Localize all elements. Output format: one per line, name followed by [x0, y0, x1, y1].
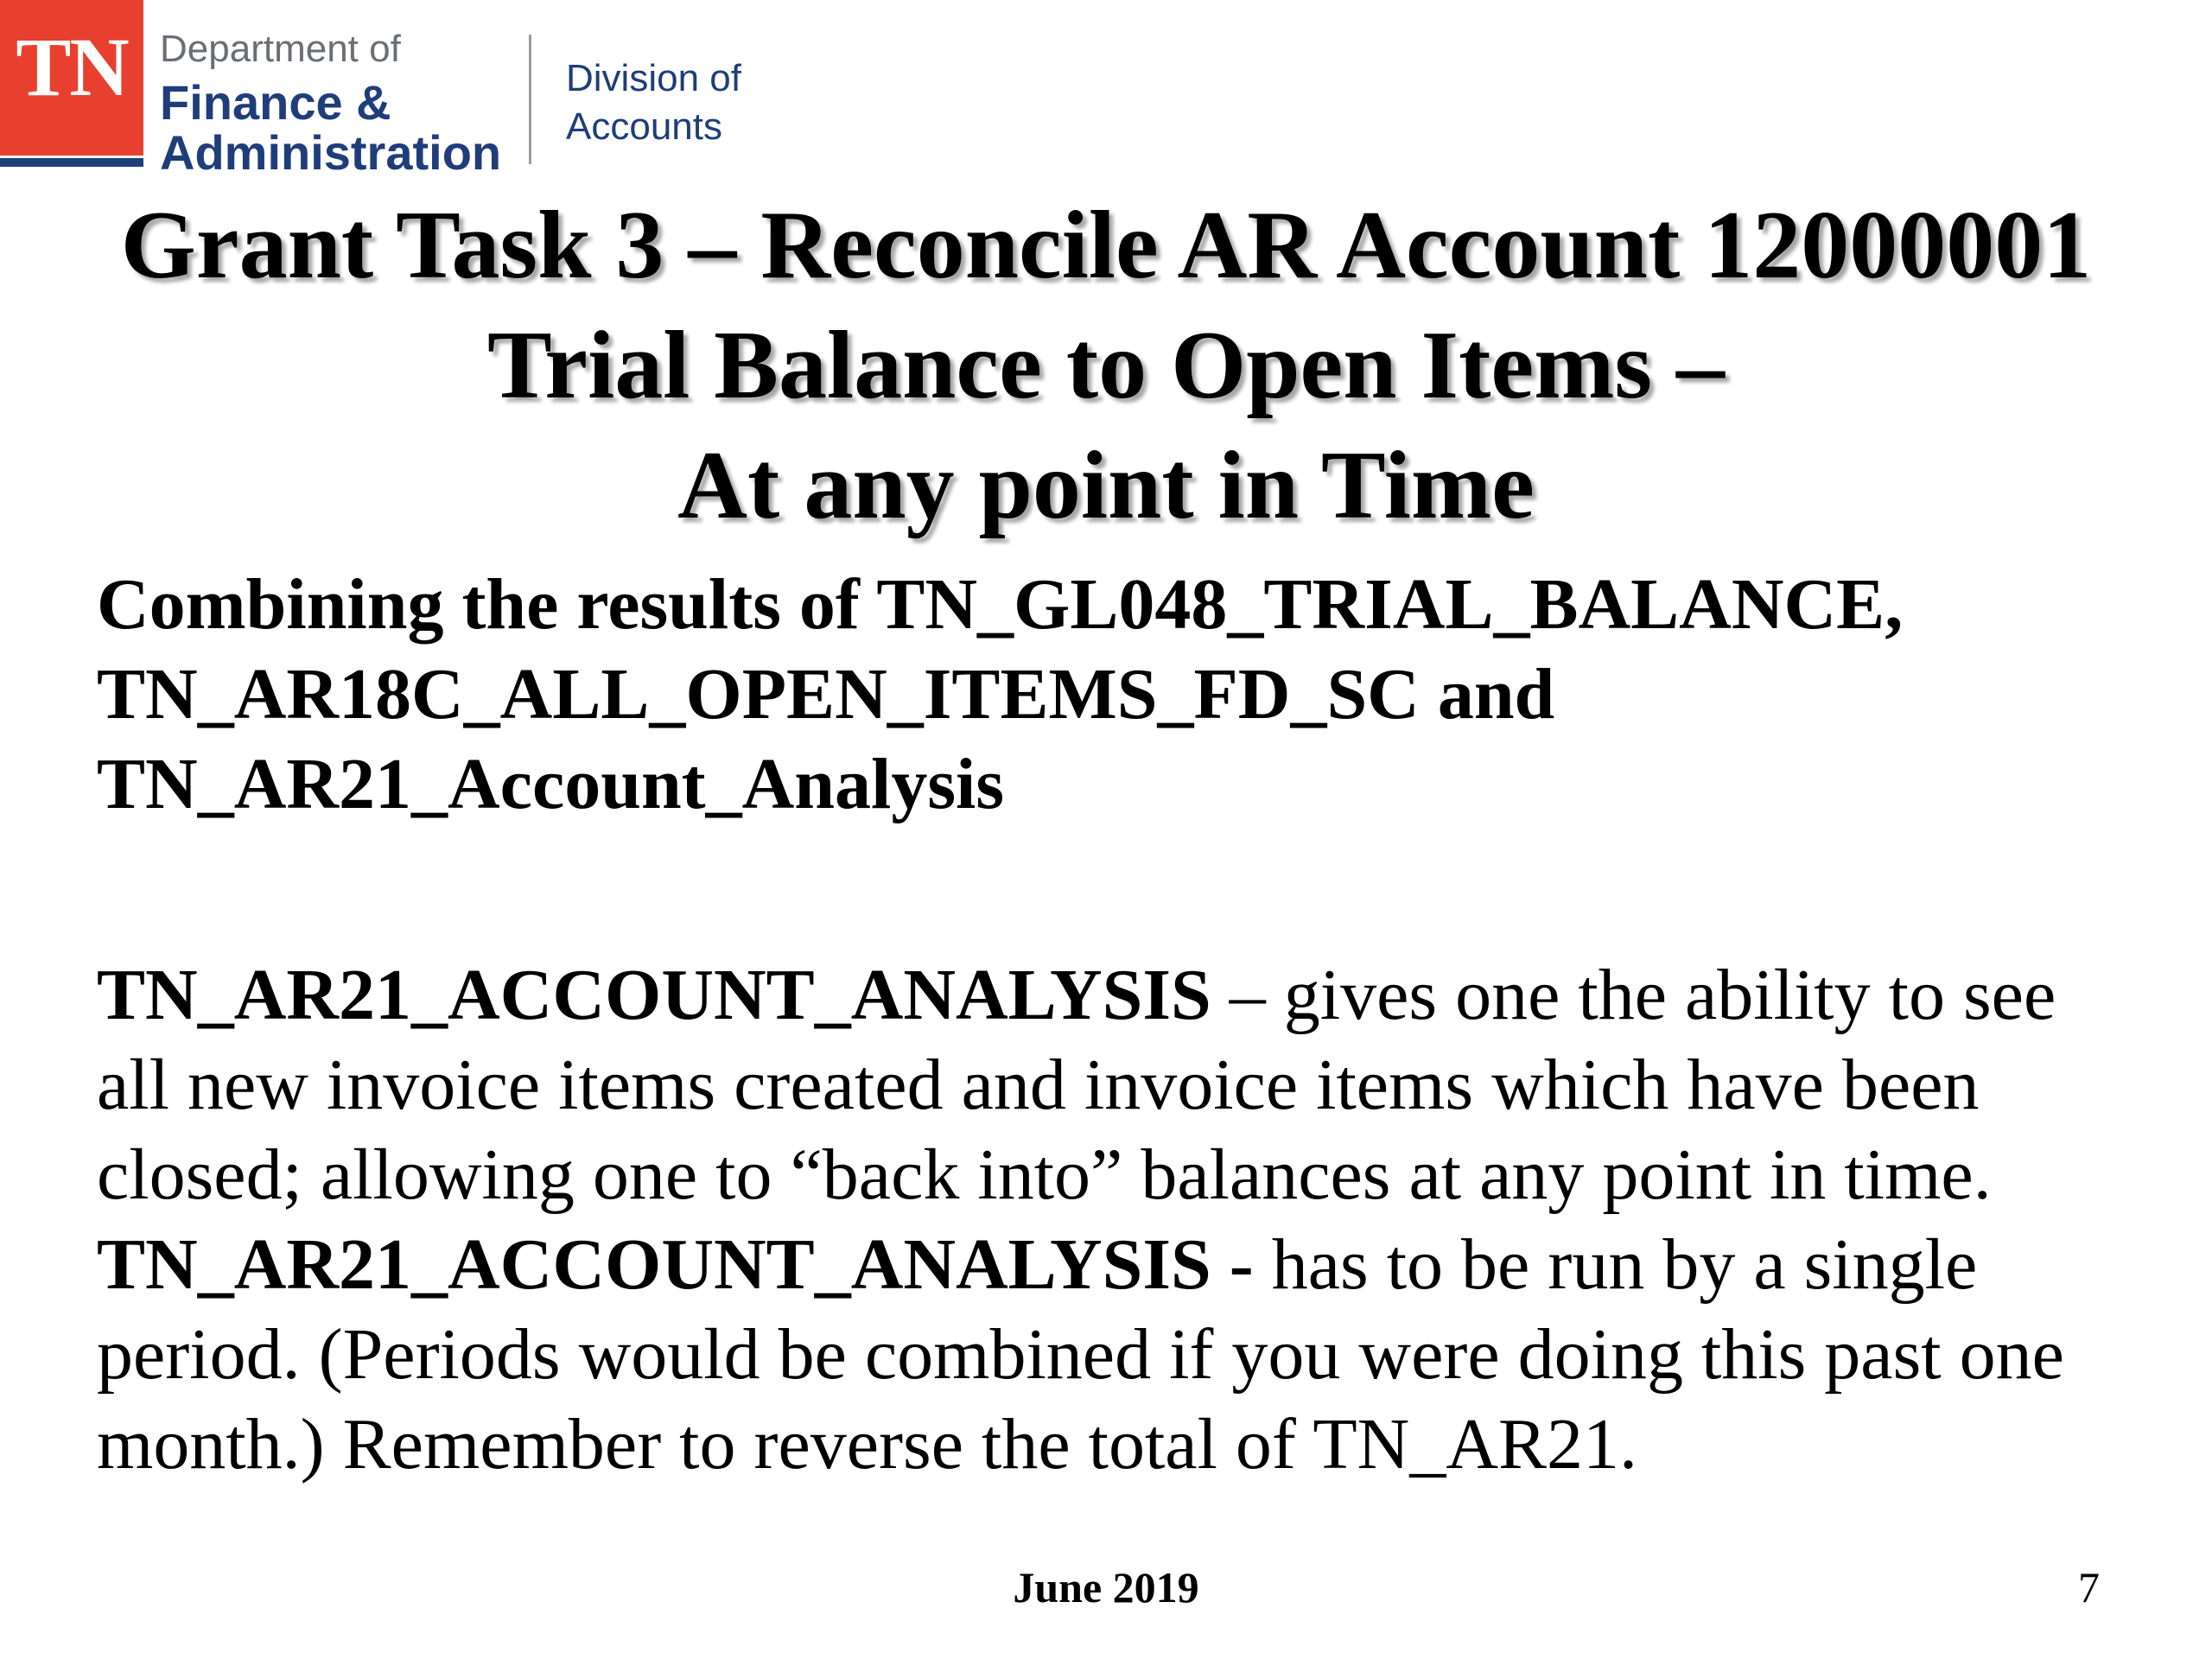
tn-finance-admin-logo	[0, 0, 778, 180]
subheading-line3: TN_AR21_Account_Analysis	[97, 744, 1005, 824]
report-name-bold: TN_AR21_ACCOUNT_ANALYSIS -	[97, 1224, 1254, 1305]
body-text: has to be run by a single	[1253, 1224, 1978, 1305]
body-paragraph1-line1	[97, 950, 2171, 1040]
division-label-line1: Division of	[566, 57, 741, 99]
body-text: – gives one the ability to see	[1211, 955, 2056, 1035]
report-name-bold: TN_AR21_ACCOUNT_ANALYSIS	[97, 955, 1211, 1035]
logo-divider	[529, 35, 531, 164]
division-label-line2: Accounts	[566, 105, 722, 148]
footer-date: June 2019	[1013, 1563, 1199, 1611]
body-paragraph2-line2: period. (Periods would be combined if you were doing this past one	[97, 1314, 2064, 1395]
slide-title	[52, 186, 2160, 546]
department-name-line1: Finance &	[160, 75, 391, 130]
report-combination-heading	[97, 560, 2153, 830]
department-label: Department of	[160, 28, 401, 70]
body-paragraph2-line3: month.) Remember to reverse the total of TN_AR21.	[97, 1404, 1638, 1484]
slide-title-line1: Grant Task 3 – Reconcile AR Account 12000001	[120, 192, 2092, 299]
slide-title-line2: Trial Balance to Open Items –	[486, 312, 1726, 419]
tn-logo-text: TN	[16, 21, 128, 113]
body-paragraph2-line1	[97, 1220, 2171, 1310]
subheading-line1: Combining the results of TN_GL048_TRIAL_BALANCE,	[97, 564, 1904, 645]
slide-title-line3: At any point in Time	[677, 432, 1535, 539]
body-paragraph1-line2: all new invoice items created and invoice items which have been	[97, 1045, 1980, 1125]
subheading-line2: TN_AR18C_ALL_OPEN_ITEMS_FD_SC and	[97, 654, 1555, 734]
department-name-line2: Administration	[160, 125, 502, 180]
body-paragraph1-line3: closed; allowing one to “back into” balances at any point in time.	[97, 1135, 1992, 1215]
logo-underline	[0, 158, 143, 167]
page-number: 7	[2078, 1563, 2100, 1611]
tn-logo-badge	[0, 0, 143, 156]
slide-body	[97, 950, 2171, 1490]
